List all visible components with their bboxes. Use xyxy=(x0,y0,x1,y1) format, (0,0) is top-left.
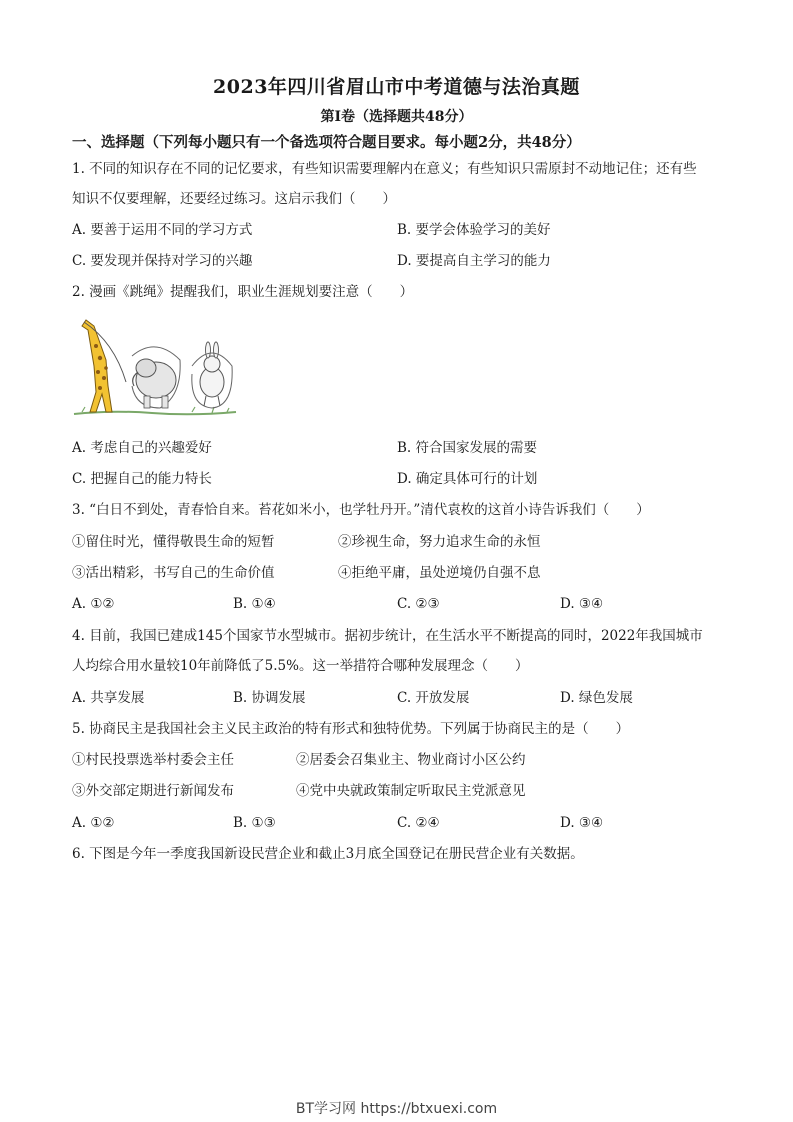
q5-statement-2: ②居委会召集业主、物业商讨小区公约 xyxy=(296,752,526,768)
q5-statement-1: ①村民投票选举村委会主任 xyxy=(72,752,234,768)
q3-stem-line1: 3. “白日不到处，青春恰自来。苔花如米小，也学牡丹开。”清代袁枚的这首小诗告诉我们（ ） xyxy=(72,502,650,518)
q5-option-a: A. ①② xyxy=(72,815,115,831)
q4-option-d: D. 绿色发展 xyxy=(560,690,633,706)
q4-option-c: C. 开放发展 xyxy=(397,690,470,706)
q1-stem-line1: 1. 不同的知识存在不同的记忆要求，有些知识需要理解内在意义；有些知识只需原封不动地记住；还有些 xyxy=(72,161,697,177)
rabbit-figure xyxy=(192,342,232,408)
q5-option-b: B. ①③ xyxy=(233,815,276,831)
q5-option-c: C. ②④ xyxy=(397,815,440,831)
q1-option-c: C. 要发现并保持对学习的兴趣 xyxy=(72,253,253,269)
q5-statement-4: ④党中央就政策制定听取民主党派意见 xyxy=(296,783,526,799)
part-subtitle: 第I卷（选择题共48分） xyxy=(320,109,473,125)
q3-statement-4: ④拒绝平庸，虽处逆境仍自强不息 xyxy=(338,565,541,581)
q3-option-a: A. ①② xyxy=(72,596,115,612)
q4-stem-line1: 4. 目前，我国已建成145个国家节水型城市。据初步统计，在生活水平不断提高的同时，2022年我国城市 xyxy=(72,628,703,644)
q5-option-d: D. ③④ xyxy=(560,815,604,831)
q5-stem-line1: 5. 协商民主是我国社会主义民主政治的特有形式和独特优势。下列属于协商民主的是（ ） xyxy=(72,721,630,737)
q2-stem-line1: 2. 漫画《跳绳》提醒我们，职业生涯规划要注意（ ） xyxy=(72,284,414,300)
q3-option-b: B. ①④ xyxy=(233,596,276,612)
section-heading: 一、选择题（下列每小题只有一个备选项符合题目要求。每小题2分，共48分） xyxy=(72,134,581,151)
q4-stem-line2: 人均综合用水量较10年前降低了5.5%。这一举措符合哪种发展理念（ ） xyxy=(72,658,529,674)
page-title: 2023年四川省眉山市中考道德与法治真题 xyxy=(213,76,580,98)
giraffe-figure xyxy=(82,320,126,412)
jump-rope-cartoon xyxy=(72,316,238,424)
q4-option-a: A. 共享发展 xyxy=(72,690,145,706)
q6-stem-line1: 6. 下图是今年一季度我国新设民营企业和截止3月底全国登记在册民营企业有关数据。 xyxy=(72,846,584,862)
q1-option-b: B. 要学会体验学习的美好 xyxy=(397,222,551,238)
q2-option-b: B. 符合国家发展的需要 xyxy=(397,440,538,456)
site-footer: BT学习网 https://btxuexi.com xyxy=(295,1101,498,1117)
q3-option-d: D. ③④ xyxy=(560,596,604,612)
q3-option-c: C. ②③ xyxy=(397,596,440,612)
q4-option-b: B. 协调发展 xyxy=(233,690,306,706)
q5-statement-3: ③外交部定期进行新闻发布 xyxy=(72,783,234,799)
q1-option-d: D. 要提高自主学习的能力 xyxy=(397,253,551,269)
q2-option-d: D. 确定具体可行的计划 xyxy=(397,471,538,487)
q1-option-a: A. 要善于运用不同的学习方式 xyxy=(72,222,253,238)
q3-statement-1: ①留住时光，懂得敬畏生命的短暂 xyxy=(72,534,275,550)
q3-statement-3: ③活出精彩，书写自己的生命价值 xyxy=(72,565,275,581)
q3-statement-2: ②珍视生命，努力追求生命的永恒 xyxy=(338,534,541,550)
q2-option-a: A. 考虑自己的兴趣爱好 xyxy=(72,440,212,456)
q2-option-c: C. 把握自己的能力特长 xyxy=(72,471,212,487)
q1-stem-line2: 知识不仅要理解，还要经过练习。这启示我们（ ） xyxy=(72,191,396,207)
elephant-figure xyxy=(132,347,180,408)
